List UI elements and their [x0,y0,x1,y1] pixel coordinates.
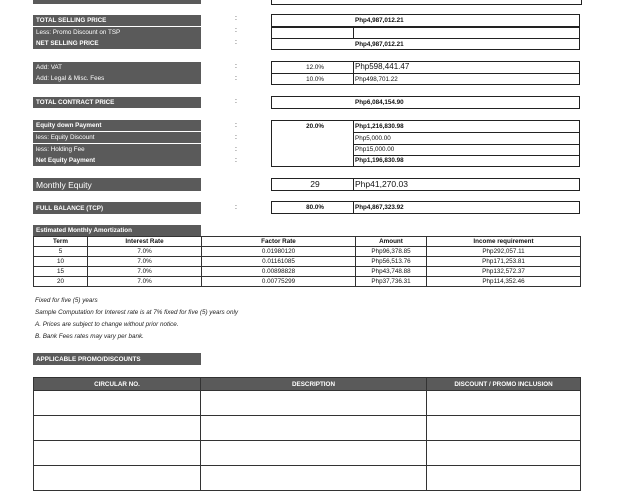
divider [353,201,354,214]
colon: : [235,39,237,46]
table-row [34,441,581,466]
column-header: Interest Rate [88,237,202,247]
table-header-row [34,237,581,247]
factor-cell: 0.01161085 [202,257,356,267]
note-bank-fees: B. Bank Fees rates may vary per bank. [35,333,144,340]
total-contract-price-box [271,96,580,109]
colon: : [235,146,237,153]
table-row [34,277,581,287]
colon: : [235,157,237,164]
colon: : [235,63,237,70]
total-selling-price-amount: Php4,987,012.21 [355,17,404,24]
term-cell: 5 [34,247,88,257]
equity-down-rate: 20.0% [306,123,324,130]
factor-cell: 0.00898828 [202,267,356,277]
income-cell: Php292,057.11 [427,247,581,257]
monthly-equity-months: 29 [310,179,320,189]
income-cell: Php114,352.46 [427,277,581,287]
rate-cell: 7.0% [88,267,202,277]
total-contract-price-label: TOTAL CONTRACT PRICE [33,97,201,108]
full-balance-label: FULL BALANCE (TCP) [33,202,201,214]
column-header: DISCOUNT / PROMO INCLUSION [427,378,581,391]
legal-fees-rate: 10.0% [306,76,324,83]
legal-fees-label: Add: Legal & Misc. Fees [33,73,201,84]
total-contract-price-amount: Php6,084,154.90 [355,99,404,106]
header-stub [33,0,201,4]
full-balance-amount: Php4,867,323.92 [355,204,404,211]
table-row [34,267,581,277]
net-selling-price-box [271,39,580,50]
colon: : [235,134,237,141]
monthly-equity-amount: Php41,270.03 [355,179,408,189]
amount-cell: Php43,748.88 [356,267,427,277]
vat-amount: Php598,441.47 [355,62,410,71]
equity-discount-label: less: Equity Discount [33,132,201,143]
term-cell: 10 [34,257,88,267]
net-equity-label: Net Equity Payment [33,155,201,166]
column-header: Factor Rate [202,237,356,247]
divider [354,132,579,133]
holding-fee-label: less: Holding Fee [33,144,201,155]
colon: : [235,27,237,34]
vat-label: Add: VAT [33,62,201,73]
term-cell: 15 [34,267,88,277]
divider [354,155,579,156]
divider [271,73,580,74]
colon: : [235,15,237,22]
column-header: DESCRIPTION [201,378,427,391]
promo-discount-box [271,27,580,39]
column-header: CIRCULAR NO. [34,378,201,391]
factor-cell: 0.00775299 [202,277,356,287]
table-row [34,247,581,257]
amount-cell: Php56,513.76 [356,257,427,267]
equity-down-label: Equity down Payment [33,120,201,131]
divider [353,27,354,39]
table-row [34,416,581,441]
header-stub-box [271,0,582,5]
note-fixed: Fixed for five (5) years [35,297,98,304]
total-selling-price-box [271,14,580,27]
net-selling-price-label: NET SELLING PRICE [33,38,201,49]
divider [354,144,579,145]
colon: : [235,98,237,105]
legal-fees-amount: Php498,701.22 [355,76,398,83]
income-cell: Php171,253.81 [427,257,581,267]
promo-discount-label: Less: Promo Discount on TSP [33,27,201,38]
term-cell: 20 [34,277,88,287]
amount-cell: Php96,378.85 [356,247,427,257]
column-header: Amount [356,237,427,247]
column-header: Term [34,237,88,247]
colon: : [235,122,237,129]
equity-down-amount: Php1,216,830.98 [355,123,404,130]
column-header: Income requirement [427,237,581,247]
rate-cell: 7.0% [88,247,202,257]
net-selling-price-amount: Php4,987,012.21 [355,41,404,48]
monthly-equity-label: Monthly Equity [33,178,201,191]
full-balance-rate: 80.0% [306,204,324,211]
holding-fee-amount: Php15,000.00 [355,146,395,153]
table-row [34,391,581,416]
colon: : [235,204,237,211]
table-row [34,257,581,267]
divider [353,178,354,191]
note-sample: Sample Computation for Interest rate is at 7% fixed for five (5) years only [35,309,238,316]
amount-cell: Php37,736.31 [356,277,427,287]
divider [353,61,354,85]
vat-rate: 12.0% [306,64,324,71]
factor-cell: 0.01980120 [202,247,356,257]
promo-title: APPLICABLE PROMO/DISCOUNTS [33,353,201,365]
colon: : [235,75,237,82]
table-row [34,466,581,491]
amortization-title: Estimated Monthly Amortization [33,225,201,236]
rate-cell: 7.0% [88,257,202,267]
rate-cell: 7.0% [88,277,202,287]
note-prices: A. Prices are subject to change without prior notice. [35,321,179,328]
promo-table [33,377,581,491]
net-equity-amount: Php1,196,830.98 [355,157,404,164]
table-header-row [34,378,581,391]
income-cell: Php132,572.37 [427,267,581,277]
equity-discount-amount: Php5,000.00 [355,135,391,142]
amortization-table [33,236,581,287]
total-selling-price-label: TOTAL SELLING PRICE [33,15,201,26]
